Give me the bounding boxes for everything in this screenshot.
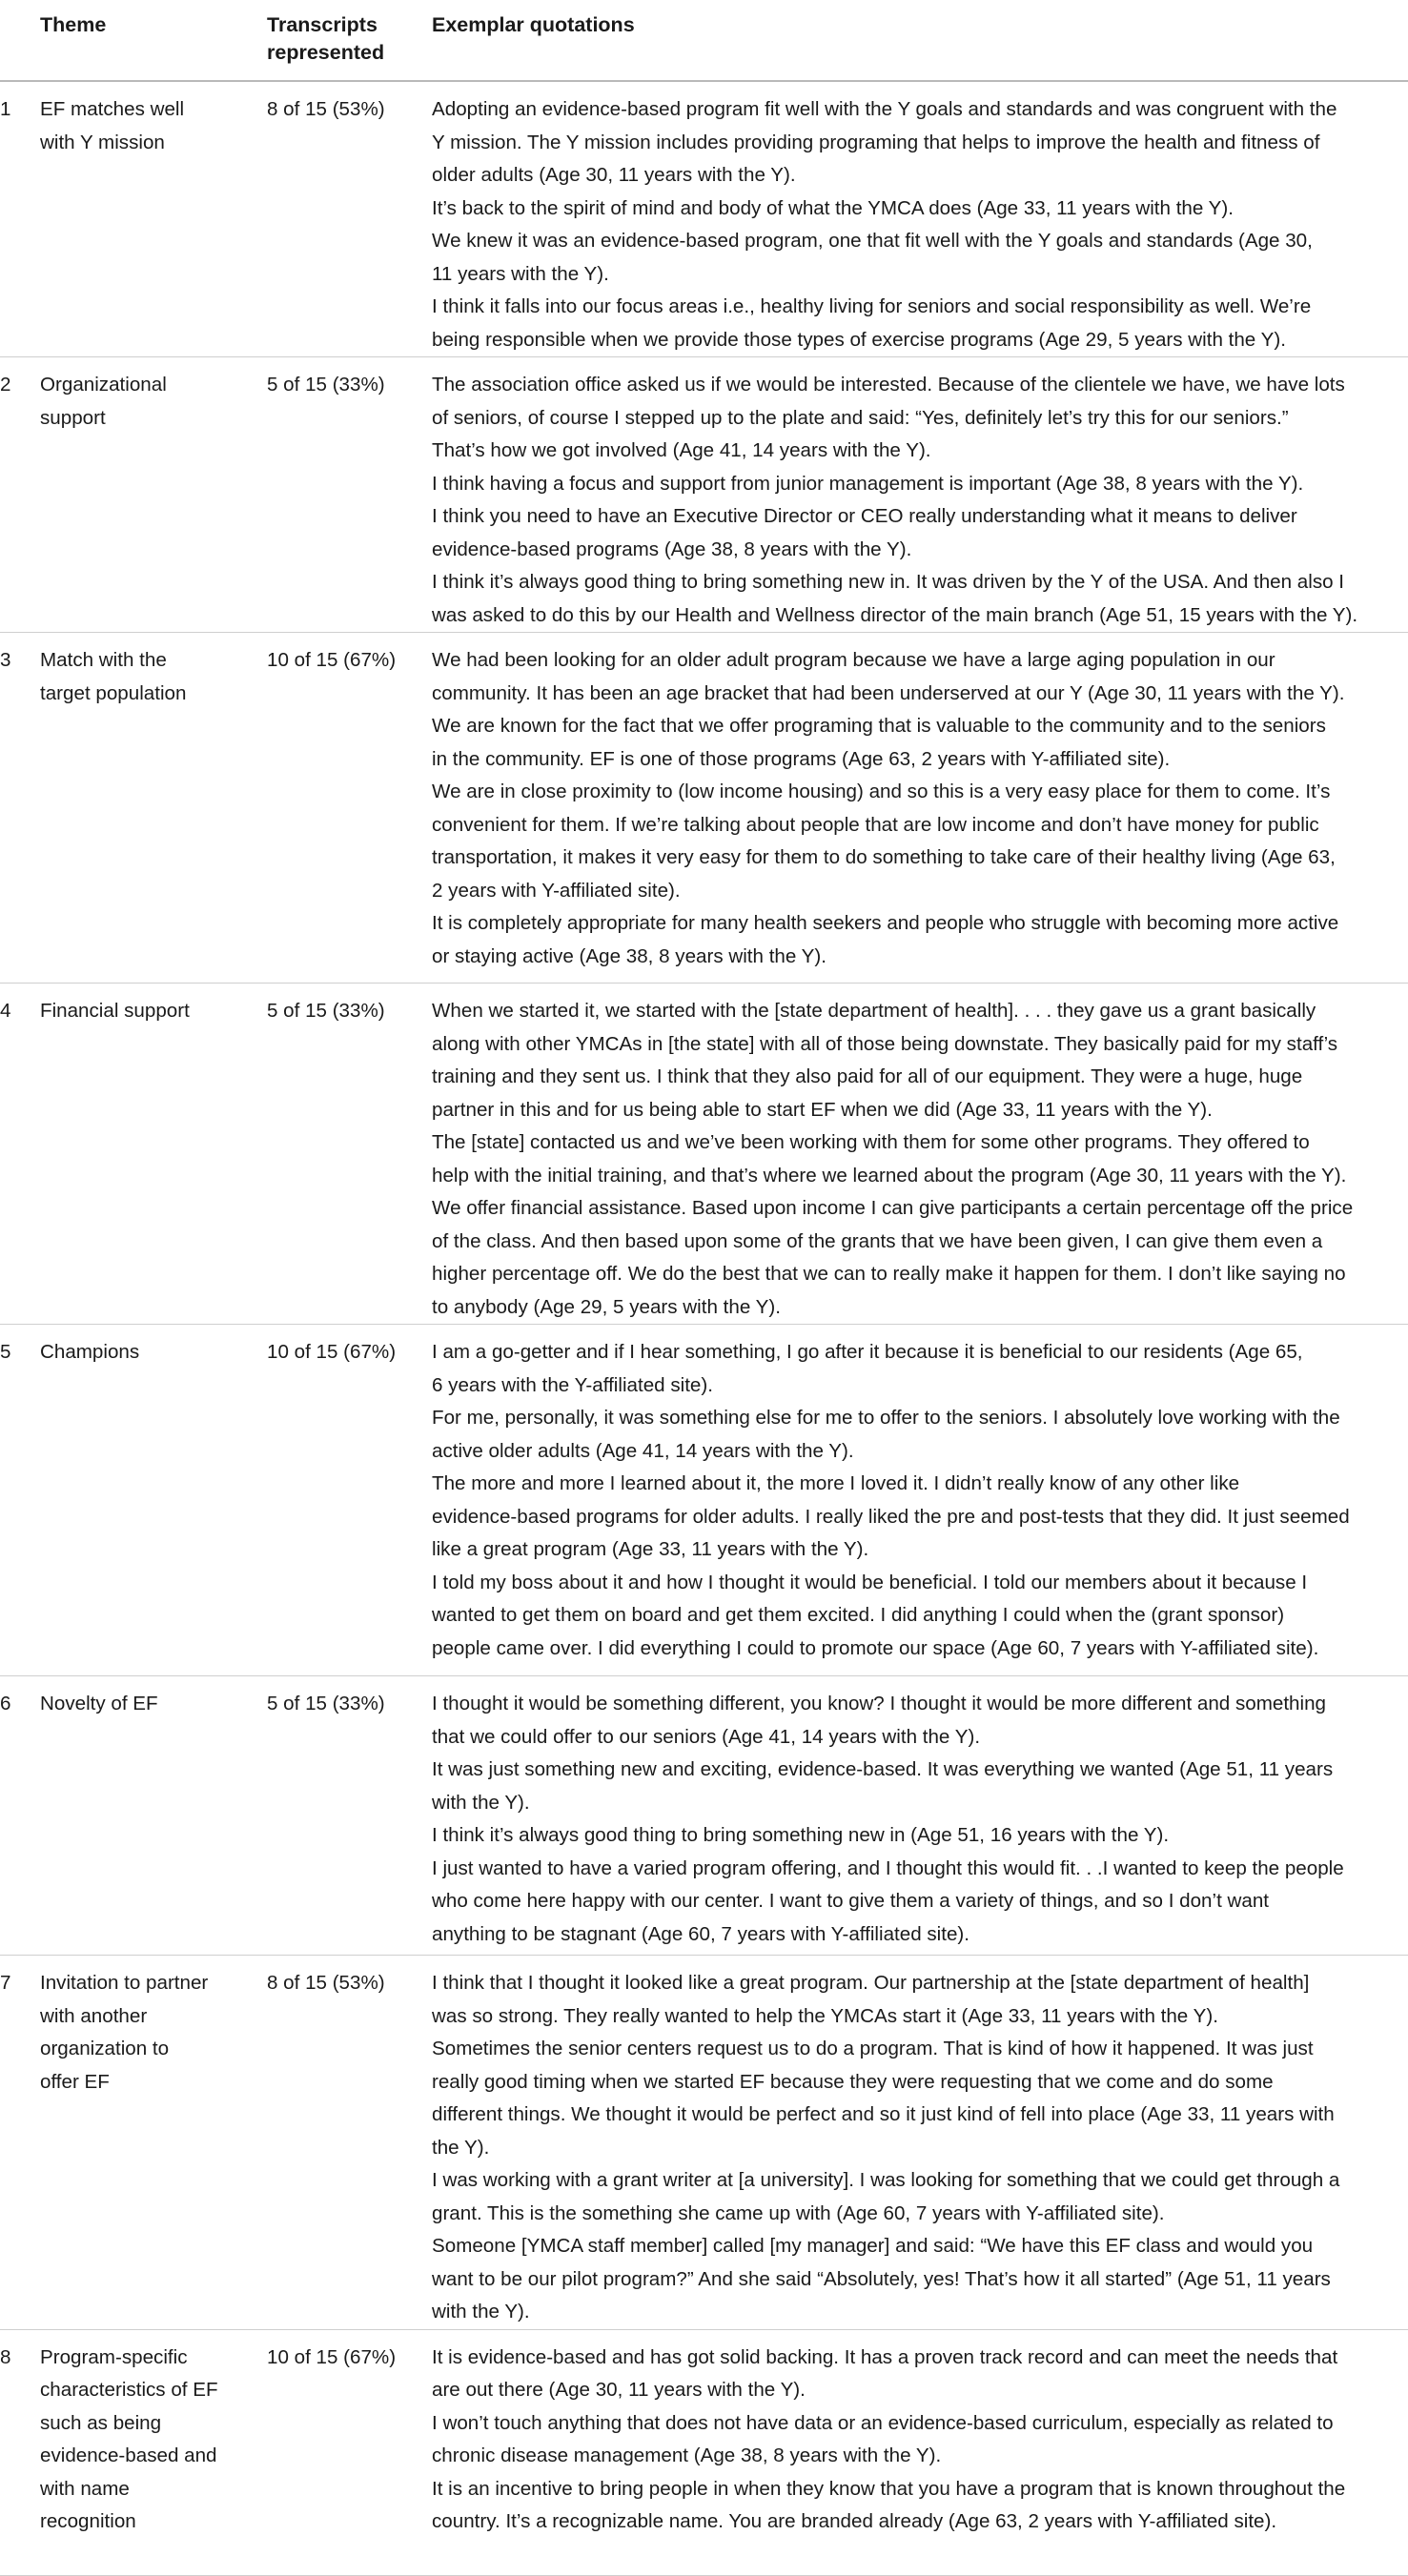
quotations-cell <box>432 357 1408 633</box>
theme-line: Financial support <box>40 1000 190 1022</box>
theme-line: with Y mission <box>40 131 165 153</box>
quotation-line: convenient for them. If we’re talking about people that are low income and don’t have money for public <box>432 813 1319 836</box>
quotation-line: It was just something new and exciting, evidence-based. It was everything we wanted (Age 51, 11 years <box>432 1758 1334 1780</box>
quotation-line: The [state] contacted us and we’ve been working with them for some other programs. They offered to <box>432 1131 1310 1153</box>
quotation-line: Someone [YMCA staff member] called [my manager] and said: “We have this EF class and would you <box>432 2235 1314 2257</box>
quotation-line: I think that I thought it looked like a great program. Our partnership at the [state department of health] <box>432 1972 1310 1994</box>
quotation-line: people came over. I did everything I could to promote our space (Age 60, 7 years with Y-affiliated site). <box>432 1636 1319 1659</box>
row-number: 4 <box>0 984 40 1325</box>
table-row <box>0 2329 1408 2575</box>
quotation-line: along with other YMCAs in [the state] with all of those being downstate. They basically paid for my staff’s <box>432 1032 1338 1055</box>
theme-line: recognition <box>40 2510 136 2532</box>
quotation-line: was so strong. They really wanted to help the YMCAs start it (Age 33, 11 years with the Y). <box>432 2004 1218 2027</box>
theme-cell <box>40 1676 267 1956</box>
row-number: 5 <box>0 1325 40 1676</box>
quotation-line: Y mission. The Y mission includes providing programing that helps to improve the health and fitness of <box>432 131 1320 153</box>
quotation-line: I think you need to have an Executive Director or CEO really understanding what it means to deliver <box>432 505 1297 527</box>
quotation-line: to anybody (Age 29, 5 years with the Y). <box>432 1295 781 1318</box>
quotation-line: being responsible when we provide those types of exercise programs (Age 29, 5 years with the Y). <box>432 328 1286 351</box>
quotation-line: The more and more I learned about it, the more I loved it. I didn’t really know of any other like <box>432 1472 1240 1494</box>
quotation-line: When we started it, we started with the [state department of health]. . . . they gave us a grant basically <box>432 1000 1316 1022</box>
theme-line: organization to <box>40 2038 170 2059</box>
quotation-line: higher percentage off. We do the best that we can to really make it happen for them. I don’t like saying no <box>432 1263 1346 1285</box>
quotation-line: with the Y). <box>432 2301 530 2322</box>
quotation-line: 11 years with the Y). <box>432 262 609 285</box>
quotations-cell <box>432 81 1408 357</box>
transcripts-cell: 5 of 15 (33%) <box>267 1676 432 1956</box>
quotation-line: I just wanted to have a varied program offering, and I thought this would fit. . .I wanted to keep the people <box>432 1856 1344 1879</box>
quotation-line: evidence-based programs (Age 38, 8 years with the Y). <box>432 538 912 560</box>
quotation-line: really good timing when we started EF because they were requesting that we come and do some <box>432 2070 1274 2093</box>
quotation-line: was asked to do this by our Health and Wellness director of the main branch (Age 51, 15 years with the Y). <box>432 603 1358 626</box>
quotation-line: I am a go-getter and if I hear something, I go after it because it is beneficial to our residents (Age 65, <box>432 1341 1303 1363</box>
quotation-line: country. It’s a recognizable name. You are branded already (Age 63, 2 years with Y-affiliated site). <box>432 2510 1277 2532</box>
quotation-line: I think having a focus and support from junior management is important (Age 38, 8 years with the Y). <box>432 472 1304 495</box>
quotation-line: I think it falls into our focus areas i.e., healthy living for seniors and social responsibility as well. We’re <box>432 295 1312 317</box>
transcripts-cell: 10 of 15 (67%) <box>267 1325 432 1676</box>
quotation-line: training and they sent us. I think that they also paid for all of our equipment. They were a huge, huge <box>432 1065 1303 1087</box>
quotation-line: It is an incentive to bring people in when they know that you have a program that is known throughout the <box>432 2477 1346 2500</box>
theme-line: Champions <box>40 1341 140 1363</box>
table-row <box>0 984 1408 1325</box>
header-quotations: Exemplar quotations <box>432 0 1408 81</box>
theme-line: Invitation to partner <box>40 1972 209 1994</box>
quotation-line: I think it’s always good thing to bring something new in (Age 51, 16 years with the Y). <box>432 1824 1170 1846</box>
theme-line: with another <box>40 2004 148 2027</box>
quotation-line: I think it’s always good thing to bring something new in. It was driven by the Y of the USA. And then also I <box>432 571 1345 593</box>
table-row <box>0 357 1408 633</box>
theme-line: target population <box>40 681 187 704</box>
table-row <box>0 81 1408 357</box>
quotation-line: evidence-based programs for older adults. I really liked the pre and post-tests that they did. It just seemed <box>432 1505 1350 1528</box>
theme-line: EF matches well <box>40 98 185 120</box>
quotation-line: anything to be stagnant (Age 60, 7 years with Y-affiliated site). <box>432 1922 970 1945</box>
quotation-line: I won’t touch anything that does not have data or an evidence-based curriculum, especially as related to <box>432 2411 1334 2434</box>
theme-cell <box>40 357 267 633</box>
quotation-line: or staying active (Age 38, 8 years with the Y). <box>432 944 826 967</box>
theme-line: with name <box>40 2477 130 2500</box>
theme-line: offer EF <box>40 2070 110 2093</box>
theme-cell <box>40 633 267 984</box>
quotation-line: It is completely appropriate for many health seekers and people who struggle with becoming more active <box>432 912 1339 934</box>
row-number: 3 <box>0 633 40 984</box>
transcripts-cell: 10 of 15 (67%) <box>267 2329 432 2575</box>
theme-line: Match with the <box>40 649 167 671</box>
table-row <box>0 1956 1408 2330</box>
quotation-line: help with the initial training, and that’s where we learned about the program (Age 30, 11 years with the Y). <box>432 1164 1347 1187</box>
quotation-line: We knew it was an evidence-based program, one that fit well with the Y goals and standards (Age 30, <box>432 230 1313 252</box>
row-number: 7 <box>0 1956 40 2330</box>
table-row <box>0 1325 1408 1676</box>
quotation-line: wanted to get them on board and get them excited. I did anything I could when the (grant sponsor) <box>432 1604 1285 1626</box>
quotation-line: in the community. EF is one of those programs (Age 63, 2 years with Y-affiliated site). <box>432 747 1171 770</box>
quotation-line: The association office asked us if we would be interested. Because of the clientele we have, we have lots <box>432 374 1345 396</box>
quotation-line: grant. This is the something she came up with (Age 60, 7 years with Y-affiliated site). <box>432 2201 1165 2224</box>
quotation-line: community. It has been an age bracket that had been underserved at our Y (Age 30, 11 years with the Y). <box>432 681 1345 704</box>
quotation-line: I told my boss about it and how I thought it would be beneficial. I told our members about it because I <box>432 1571 1308 1593</box>
quotation-line: It’s back to the spirit of mind and body of what the YMCA does (Age 33, 11 years with the Y). <box>432 196 1234 219</box>
header-number <box>0 0 40 81</box>
row-number: 6 <box>0 1676 40 1956</box>
theme-line: evidence-based and <box>40 2444 217 2466</box>
table-row <box>0 1676 1408 1956</box>
quotation-line: We are in close proximity to (low income housing) and so this is a very easy place for them to come. It’s <box>432 781 1331 802</box>
quotation-line: of the class. And then based upon some of the grants that we have been given, I can give them even a <box>432 1229 1323 1252</box>
transcripts-cell: 10 of 15 (67%) <box>267 633 432 984</box>
quotation-line: want to be our pilot program?” And she said “Absolutely, yes! That’s how it all started” (Age 51, 11 years <box>432 2267 1331 2290</box>
quotation-line: Sometimes the senior centers request us to do a program. That is kind of how it happened. It was just <box>432 2038 1314 2059</box>
quotations-cell <box>432 2329 1408 2575</box>
theme-cell <box>40 2329 267 2575</box>
quotation-line: are out there (Age 30, 11 years with the Y). <box>432 2379 806 2401</box>
quotation-line: Adopting an evidence-based program fit well with the Y goals and standards and was congruent with the <box>432 98 1337 120</box>
header-transcripts-line2: represented <box>267 41 385 64</box>
table-row <box>0 633 1408 984</box>
quotation-line: We are known for the fact that we offer programing that is valuable to the community and to the seniors <box>432 715 1326 737</box>
quotation-line: who come here happy with our center. I want to give them a variety of things, and so I don’t want <box>432 1890 1270 1912</box>
theme-line: Novelty of EF <box>40 1693 158 1714</box>
table-body <box>0 81 1408 2575</box>
quotation-line: like a great program (Age 33, 11 years with the Y). <box>432 1538 869 1560</box>
theme-cell <box>40 1325 267 1676</box>
transcripts-cell: 8 of 15 (53%) <box>267 81 432 357</box>
quotation-line: active older adults (Age 41, 14 years with the Y). <box>432 1439 854 1462</box>
quotations-cell <box>432 984 1408 1325</box>
quotation-line: It is evidence-based and has got solid backing. It has a proven track record and can meet the needs that <box>432 2345 1338 2368</box>
header-theme: Theme <box>40 0 267 81</box>
theme-line: such as being <box>40 2411 162 2434</box>
row-number: 2 <box>0 357 40 633</box>
header-transcripts-line1: Transcripts <box>267 13 378 36</box>
quotation-line: partner in this and for us being able to start EF when we did (Age 33, 11 years with the Y). <box>432 1098 1213 1121</box>
quotations-cell <box>432 1676 1408 1956</box>
quotation-line: 6 years with the Y-affiliated site). <box>432 1373 713 1396</box>
quotation-line: We offer financial assistance. Based upon income I can give participants a certain percentage off the price <box>432 1197 1354 1219</box>
quotation-line: We had been looking for an older adult program because we have a large aging population in our <box>432 649 1275 671</box>
table-header <box>0 0 1408 81</box>
quotation-line: older adults (Age 30, 11 years with the Y). <box>432 164 796 186</box>
quotation-line: different things. We thought it would be perfect and so it just kind of fell into place (Age 33, 11 years with <box>432 2103 1335 2125</box>
theme-line: characteristics of EF <box>40 2379 218 2401</box>
theme-line: support <box>40 406 106 429</box>
quotation-line: That’s how we got involved (Age 41, 14 years with the Y). <box>432 439 931 461</box>
theme-cell <box>40 81 267 357</box>
quotation-line: transportation, it makes it very easy for them to do something to take care of their healthy living (Age 63, <box>432 846 1336 868</box>
quotation-line: For me, personally, it was something else for me to offer to the seniors. I absolutely love working with the <box>432 1407 1340 1429</box>
quotation-line: with the Y). <box>432 1791 530 1814</box>
quotations-cell <box>432 1956 1408 2330</box>
quotation-line: that we could offer to our seniors (Age 41, 14 years with the Y). <box>432 1725 981 1748</box>
row-number: 8 <box>0 2329 40 2575</box>
theme-cell <box>40 1956 267 2330</box>
transcripts-cell: 5 of 15 (33%) <box>267 357 432 633</box>
theme-line: Program-specific <box>40 2345 188 2368</box>
header-row <box>0 0 1408 81</box>
header-transcripts <box>267 0 432 81</box>
quotation-line: the Y). <box>432 2136 490 2159</box>
transcripts-cell: 5 of 15 (33%) <box>267 984 432 1325</box>
quotation-line: I was working with a grant writer at [a university]. I was looking for something that we could get through a <box>432 2169 1340 2191</box>
row-number: 1 <box>0 81 40 357</box>
quotation-line: of seniors, of course I stepped up to the plate and said: “Yes, definitely let’s try this for our seniors.” <box>432 406 1289 429</box>
transcripts-cell: 8 of 15 (53%) <box>267 1956 432 2330</box>
quotations-cell <box>432 1325 1408 1676</box>
quotations-cell <box>432 633 1408 984</box>
theme-cell <box>40 984 267 1325</box>
theme-line: Organizational <box>40 374 167 396</box>
quotation-line: I thought it would be something different, you know? I thought it would be more different and something <box>432 1693 1326 1714</box>
quotation-line: 2 years with Y-affiliated site). <box>432 879 681 902</box>
quotation-line: chronic disease management (Age 38, 8 years with the Y). <box>432 2444 942 2466</box>
